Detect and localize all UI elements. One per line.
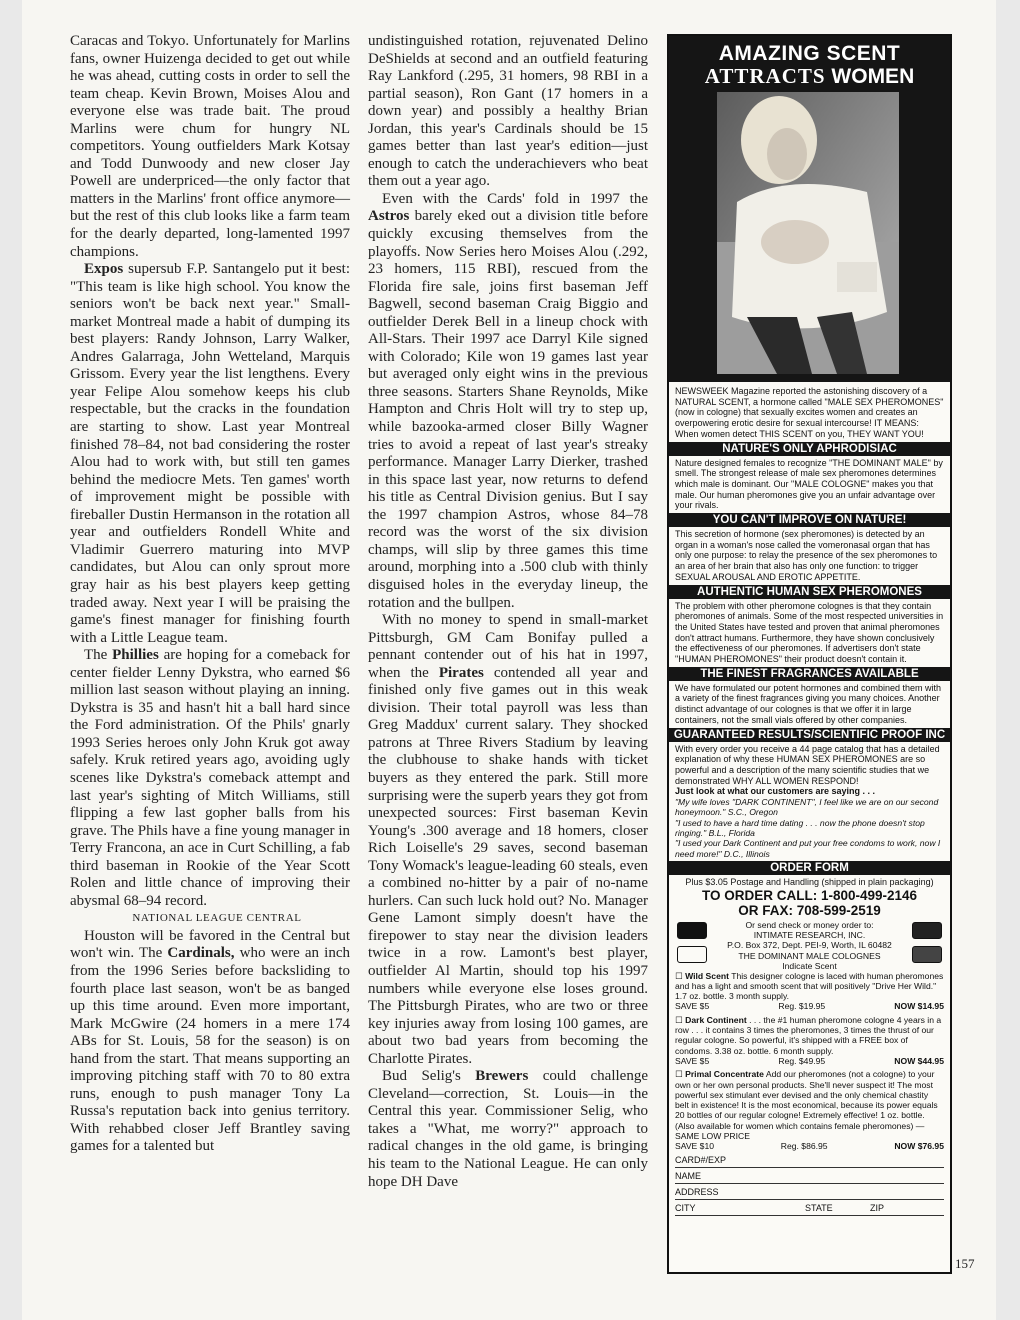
paragraph: With no money to spend in small-market Pittsburgh, GM Cam Bonifay pulled a pennant contender out of his hat in 1997, when the Pirates contended all year and finished only five games out in this weak division. Their total payroll was less than Greg Maddux' current salary. They shocked patrons at Three Rivers Stadium by leaving the clubhouse to shake hands with ticket buyers as they entered the park. Still more surprising were the superb years they got from unexpected sources: First baseman Kevin Young's .300 average and 18 homers, closer Rich Loiselle's 29 saves, second baseman Tony Womack's league-leading 60 steals, even a combined no-hitter by a pair of no-name hurlers. Can such luck hold out? No. Manager Gene Lamont simply doesn't have the firepower to stay near the division leaders twice in a row. Lamont's best player, outfielder Al Martin, should top his 1997 numbers while everyone else loses ground. The Pittsburgh Pirates, who are two or three key injuries away from losing 100 games, are about two bad years from becoming the Charlotte Pirates. (368, 612, 648, 1067)
card-field[interactable]: CARD#/EXP (675, 1153, 944, 1168)
visa-icon (912, 922, 942, 939)
name-field[interactable]: NAME (675, 1169, 944, 1184)
price-row: SAVE $5 Reg. $19.95 NOW $14.95 (675, 1001, 944, 1012)
checkbox[interactable]: ☐ (675, 1014, 683, 1025)
discover-card-icon (677, 946, 707, 963)
checkbox[interactable]: ☐ (675, 1069, 683, 1080)
section-subhead: NATIONAL LEAGUE CENTRAL (132, 912, 302, 925)
testimonial: "My wife loves "DARK CONTINENT", I feel like we are on our second honeymoon." S.C., Oregon (675, 797, 939, 818)
testimonial: "I used your Dark Continent and put your free condoms to work, now I need more!" D.C., Illinois (675, 838, 941, 859)
order-phone: TO ORDER CALL: 1-800-499-2146 (701, 887, 918, 903)
model-photo-illustration (717, 92, 899, 374)
ad-intro: NEWSWEEK Magazine reported the astonishing discovery of a NATURAL SCENT, a hormone called "MALE SEX PHEROMONES" (now in cologne) that sexually excites women and creates an overpowering erotic desire for sexual intercourse! IT MEANS: When women detect THIS SCENT on you, THEY WANT YOU! (675, 386, 944, 439)
ad-section-heading: NATURE'S ONLY APHRODISIAC (669, 442, 950, 456)
ad-subtitle: ATTRACTS WOMEN (704, 64, 915, 88)
paragraph: Houston will be favored in the Central but won't win. The Cardinals, who were an inch from the 1996 Series before backsliding to fourth place last season, won't be as banged up this time around. Even more important, Mark McGwire (24 homers in a mere 174 ABs for St. Louis, 58 for the season) is on hand from the start. That means supporting an improving pitching staff with 70 to 80 extra runs, enough to push manager Tony La Russa's reputation back into genius territory. With rehabbed closer Jeff Brantley saving games for a talented but (70, 927, 350, 1155)
shipping-note: Plus $3.05 Postage and Handling (shipped in plain packaging) (685, 876, 934, 887)
magazine-page (22, 0, 996, 1320)
article-column-2 (368, 33, 648, 1191)
ad-section-heading: AUTHENTIC HUMAN SEX PHEROMONES (669, 585, 950, 599)
ad-section-heading: THE FINEST FRAGRANCES AVAILABLE (669, 667, 950, 681)
paragraph: Bud Selig's Brewers could challenge Cleveland—correction, St. Louis—in the Central this year. Commissioner Selig, who takes a "What, me worry?" approach to radical changes in the old game, is bringing his team to the National League. He can only hope DH Dave (368, 1068, 648, 1190)
ad-header (669, 36, 950, 382)
paragraph: The Phillies are hoping for a comeback for center fielder Lenny Dykstra, who earned $6 million last season without playing an inning. Dykstra is 35 and hasn't hit a ball hard since the Ford administration. Of the Phils' gnarly 1993 Series heroes only John Kruk got away safely. Kruk retired years ago, avoiding ugly scenes like Dykstra's comeback attempt and last year's sighting of Mitch Williams, still flipping a few last gopher balls from his grave. The Phils have a fine young manager in Terry Francona, an ace in Curt Schilling, a fab third baseman in Rookie of the Year Scott Rolen and little chance of improving their abysmal 68–94 record. (70, 647, 350, 909)
ad-text: With every order you receive a 44 page catalog that has a detailed explanation of why these HUMAN SEX PHEROMONES are so powerful and a description of the many scientific studies that we demonstrated WHY ALL WOMEN RESPOND! (675, 743, 940, 786)
paragraph: undistinguished rotation, rejuvenated Delino DeShields at second and an outfield featuring Ray Lankford (.295, 31 homers, 98 RBI in a partial season), Ron Gant (17 homers in a down year) and possibly a healthy Brian Jordan, this year's Cardinals should be 15 games better than last year's edition—just enough to catch the underachievers who beat them out a year ago. (368, 33, 648, 190)
product-dark-continent: ☐ Dark Continent . . . the #1 human pheromone cologne 4 years in a row . . . it contains 3 times the pheromones, 3 times the thrust of our regular cologne. So powerful, it's shipped with a FREE box of condoms. 3.38 oz. bottle. 6 month supply. SAVE $5 Reg. $49.95 NOW $44.95 (675, 1014, 944, 1066)
mastercard-icon (677, 922, 707, 939)
paragraph: Expos supersub F.P. Santangelo put it best: "This team is like high school. You know the seniors won't be back next year." Small-market Montreal made a habit of dumping its best players: Randy Johnson, Larry Walker, Andres Galarraga, John Wetteland, Marquis Grissom. Every year the list lengthens. Every year Felipe Alou somehow keeps his club respectable, but the cracks in the foundation are starting to show. Last year Montreal finished 78–84, not bad considering the roster Alou had to work with, but still ten games behind the mediocre Mets. Ten games' worth of improvement might be possible with fireballer Dustin Hermanson in the rotation all year and outfielders Rondell White and Vladimir Guerrero maturing into MVP candidates, but Alou can only sprout more gray hair as his best players keep getting traded away. Next year I will be praising the game's finest manager for finishing fourth with a Little League team. (70, 261, 350, 646)
paragraph: Even with the Cards' fold in 1997 the Astros barely eked out a division title before quickly excusing themselves from the playoffs. Now Series hero Moises Alou (.292, 23 homers, 115 RBI), rescued from the Florida fire sale, joins first baseman Jeff Bagwell, second baseman Craig Biggio and outfielder Derek Bell in a lineup chock with All-Stars. Their 1997 ace Darryl Kile signed with Colorado; Kile won 19 games last year but averaged only eight wins in the previous three seasons. Starters Shane Reynolds, Mike Hampton and Chris Holt will try to step up, while bazooka-armed closer Billy Wagner tries to avoid a repeat of last year's streaky performance. Manager Larry Dierker, trashed in this space last year, now returns to defend his title as Central Division genius. But I say the 1997 champion Astros, whose 84–78 record was the worst of the six division champs, will slip by three games this time around, morphing into a .500 club with thinly disguised holes in the everyday lineup, the rotation and the bullpen. (368, 190, 648, 611)
ad-title: AMAZING SCENT (718, 42, 901, 65)
ad-section-heading: YOU CAN'T IMPROVE ON NATURE! (669, 513, 950, 527)
model-photo (717, 92, 899, 374)
team-name: Astros (368, 208, 410, 225)
article-column-1 (70, 33, 350, 1156)
address-field[interactable]: ADDRESS (675, 1185, 944, 1200)
ad-text: Nature designed females to recognize "THE DOMINANT MALE" by smell. The strongest release of male sex pheromones determines which male is dominant. Our "MALE COLOGNE" makes you that male. Our human pheromones give you an unfair advantage over your rivals. (675, 457, 943, 511)
payment-info (675, 919, 944, 972)
ad-section-heading: GUARANTEED RESULTS/SCIENTIFIC PROOF INC (669, 728, 950, 742)
order-form-heading: ORDER FORM (669, 861, 950, 875)
testimonial: "I used to have a hard time dating . . . now the phone doesn't stop ringing." B.L., Florida (675, 817, 925, 838)
page-number: 157 (955, 1256, 975, 1271)
team-name: Expos (84, 261, 124, 278)
team-name: Cardinals, (167, 945, 235, 962)
product-wild-scent: ☐ Wild Scent This designer cologne is laced with human pheromones and has a light and smooth scent that will positively "Drive Her Wild." 1.7 oz. bottle. 3 month supply. SAVE $5 Reg. $19.95 NOW $14.95 (675, 970, 944, 1012)
price-row: SAVE $5 Reg. $49.95 NOW $44.95 (675, 1055, 944, 1066)
ad-text: We have formulated our potent hormones and combined them with a variety of the finest fragrances giving you many choices. Another distinct advantage of our colognes is that we offer it in large containers, not the small vials offered by other companies. (675, 682, 941, 725)
checkbox[interactable]: ☐ (675, 970, 683, 981)
product-primal-concentrate: ☐ Primal Concentrate Add our pheromones (not a cologne) to your own or her own personal products. She'll never suspect it! The most powerful sex stimulant ever devised and the only chemical chastity belt in existence! It is the most economical, because its power equals 20 bottles of our regular cologne! Extremely effective! 1 oz. bottle. (Also available for women which contains female pheromones) — SAME LOW PRICE SAVE $10 Reg. $86.95 NOW $76.95 (675, 1069, 944, 1152)
price-row: SAVE $10 Reg. $86.95 NOW $76.95 (675, 1141, 944, 1152)
ad-body (669, 382, 950, 1216)
team-name: Brewers (475, 1068, 529, 1085)
mail-order-address: Or send check or money order to: INTIMATE RESEARCH, INC. P.O. Box 372, Dept. PEI-9, Worth, IL 60482 THE DOMINANT MALE COLOGNES Indicate Scent (727, 919, 892, 972)
ad-text: This secretion of hormone (sex pheromones) is detected by an organ in a woman's nose called the vomeronasal organ that has only one purpose: to relay the presence of the sex pheromones to an area of her brain that also has only one function: to trigger SEXUAL AROUSAL AND EROTIC APPETITE. (675, 529, 938, 582)
paragraph: Caracas and Tokyo. Unfortunately for Marlins fans, owner Huizenga decided to get out while he was ahead, cutting costs in order to sell the team cheap. Kevin Brown, Moises Alou and everyone else was trade bait. The proud Marlins were chum for hungry NL competitors. Young outfielders Mark Kotsay and Todd Dunwoody and new closer Jay Powell are underpriced—the only factor that matters in the Marlins' front office anymore—but the rest of this club looks like a farm team for the dearly departed, long-lamented 1997 champions. (70, 33, 350, 260)
order-fax: OR FAX: 708-599-2519 (738, 902, 881, 918)
team-name: Pirates (438, 664, 484, 681)
ad-text: Just look at what our customers are saying . . . (675, 786, 876, 797)
cologne-advertisement (667, 34, 952, 1274)
city-state-zip-field[interactable]: CITY STATE ZIP (675, 1201, 944, 1216)
team-name: Phillies (112, 647, 159, 664)
amex-icon (912, 946, 942, 963)
ad-text: The problem with other pheromone colognes is that they contain pheromones of animals. Some of the most respected universities in the United States have tested and proven that animal pheromones don't attract humans. Furthermore, they have shown conclusively the effectiveness of our pheromones. If advertisers don't state "HUMAN PHEROMONES" their product doesn't contain it. (675, 600, 944, 665)
